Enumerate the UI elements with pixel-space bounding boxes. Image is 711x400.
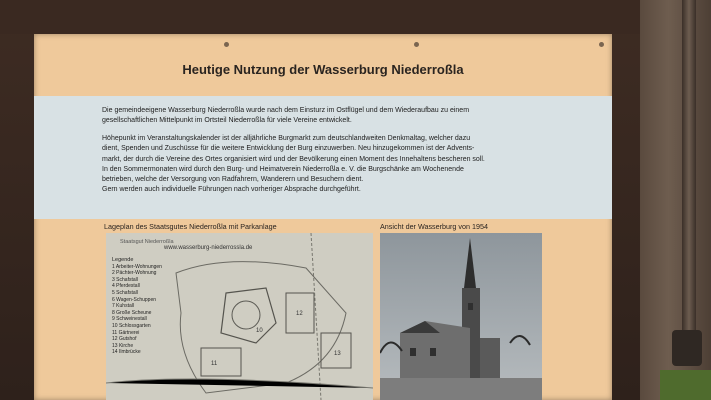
map-number: 12 bbox=[296, 311, 303, 317]
map-number: 10 bbox=[256, 328, 263, 334]
grass bbox=[660, 370, 711, 400]
info-board bbox=[34, 34, 612, 400]
legend-item: 4 Pferdestall bbox=[112, 283, 140, 290]
historic-photo bbox=[380, 233, 542, 400]
map-caption: Lageplan des Staatsgutes Niederroßla mit Parkanlage bbox=[104, 222, 277, 231]
screw bbox=[224, 42, 229, 47]
map-number: 13 bbox=[334, 351, 341, 357]
board-title: Heutige Nutzung der Wasserburg Niederroßla bbox=[182, 62, 464, 77]
map-header: Staatsgut Niederroßla bbox=[120, 239, 174, 245]
legend-item: 9 Schweinestall bbox=[112, 316, 147, 323]
drain-pipe bbox=[682, 0, 696, 340]
screw bbox=[414, 42, 419, 47]
castle-photo-drawing bbox=[380, 233, 542, 400]
paragraph-intro: Die gemeindeeigene Wasserburg Niederroßla wurde nach dem Einsturz im Ostflügel und dem Wiederaufbau zu einem gesellschaftlichen Mittelpunkt im Ortsteil Niederroßla für viele Vereine entwickelt. bbox=[102, 107, 470, 125]
map-legend bbox=[112, 257, 162, 356]
drain-pipe-end bbox=[672, 330, 702, 366]
site-plan-map bbox=[106, 233, 373, 400]
legend-item: 5 Schafstall bbox=[112, 289, 138, 296]
text-band bbox=[34, 96, 612, 219]
photo-caption: Ansicht der Wasserburg von 1954 bbox=[380, 222, 489, 231]
legend-item: 14 Ilmbrücke bbox=[112, 349, 141, 356]
map-number: 11 bbox=[211, 361, 218, 367]
paragraph-events: Höhepunkt im Veranstaltungskalender ist der alljährliche Burgmarkt zum deutschlandweiten Denkmaltag, welcher dazu dient, Spenden und Zuschüsse für die weitere Entwicklung der Burg einzuwerben. Neu hinzugekommen ist der Advents- markt, der durch die Vereine des Ortes organisiert wird und der Bevölkerung einen Moment des Innehaltens bescheren soll. In den Sommermonaten wird durch den Burg- und Heimatverein Niederroßla e. V. die Burgschänke am Wochenende betrieben, welche der Versorgung von Radfahrern, Wanderern und Besuchern dient. Gern werden auch individuelle Führungen nach vorheriger Absprache durchgeführt. bbox=[102, 135, 485, 194]
legend-item: 2 Pächter-Wohnung bbox=[112, 270, 157, 277]
frame-top-beam bbox=[0, 0, 660, 34]
legend-item: 1 Arbeiter-Wohnungen bbox=[112, 263, 162, 270]
legend-item: 13 Kirche bbox=[112, 342, 134, 349]
legend-item: 8 Große Scheune bbox=[112, 309, 152, 316]
screw bbox=[599, 42, 604, 47]
legend-item: 10 Schlossgarten bbox=[112, 322, 151, 329]
map-url: www.wasserburg-niederrossla.de bbox=[164, 245, 253, 251]
legend-item: 6 Wagen-Schuppen bbox=[112, 296, 157, 303]
legend-title: Legende bbox=[112, 257, 134, 263]
legend-item: 12 Gutshof bbox=[112, 336, 137, 343]
legend-item: 3 Schafstall bbox=[112, 276, 138, 283]
legend-item: 11 Gärtnerei bbox=[112, 329, 140, 336]
legend-item: 7 Kuhstall bbox=[112, 303, 134, 310]
